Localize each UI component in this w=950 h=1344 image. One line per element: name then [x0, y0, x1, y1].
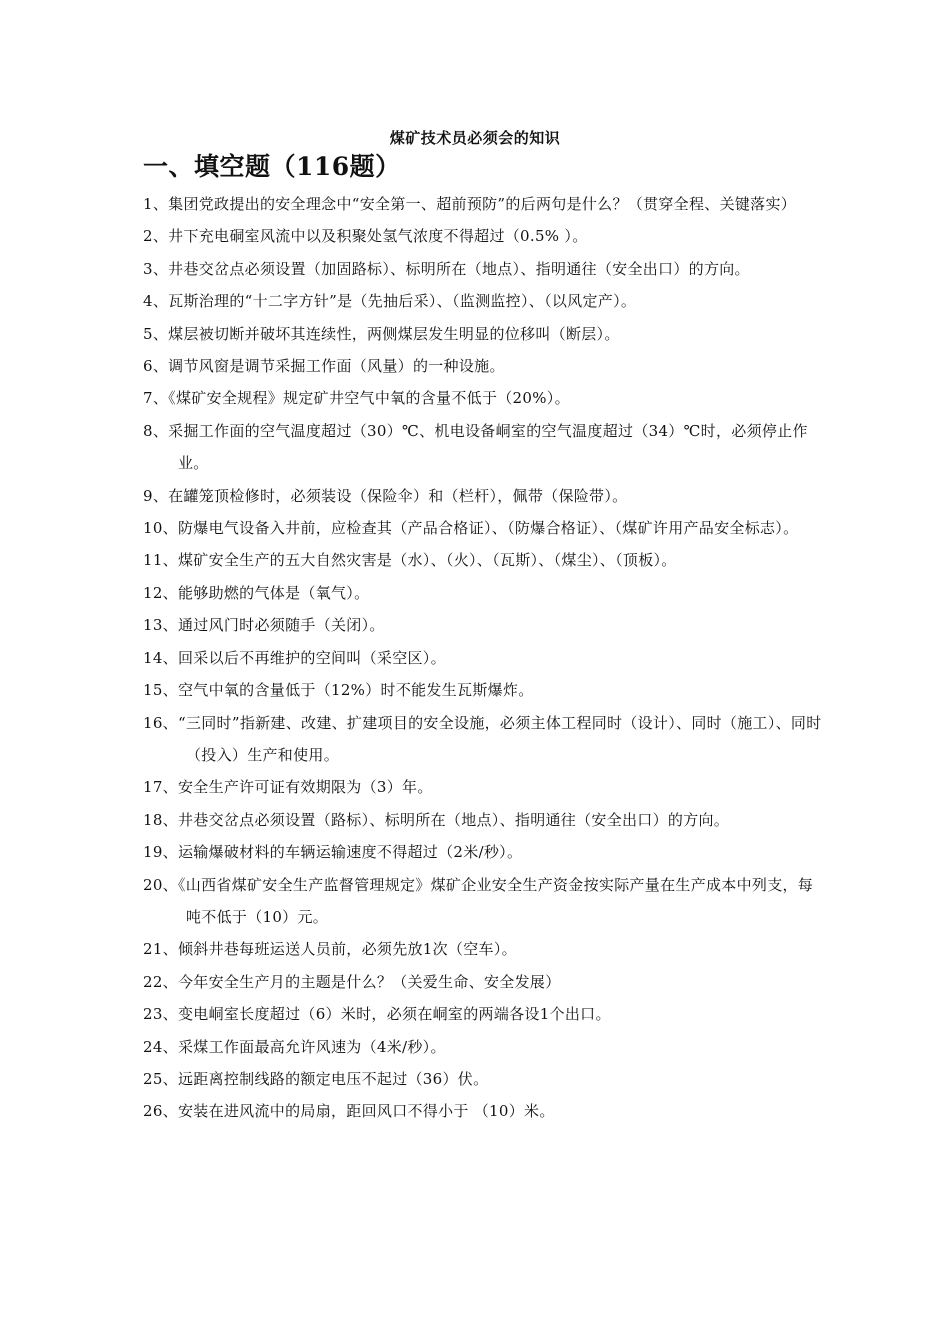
question-item: 25、远距离控制线路的额定电压不起过（36）伏。 [143, 1069, 489, 1088]
question-item: 11、煤矿安全生产的五大自然灾害是（水）、（火）、（瓦斯）、（煤尘）、（顶板）。 [143, 551, 677, 570]
question-item: 14、回采以后不再维护的空间叫（采空区）。 [143, 648, 446, 667]
question-item: 21、倾斜井巷每班运送人员前，必须先放1次（空车）。 [143, 940, 517, 959]
question-item: 24、采煤工作面最高允许风速为（4米/秒）。 [143, 1037, 446, 1056]
question-item: 8、采掘工作面的空气温度超过（30）℃、机电设备峒室的空气温度超过（34）℃时，必须停止作业。 [143, 421, 808, 473]
question-item: 4、瓦斯治理的“十二字方针”是（先抽后采）、（监测监控）、（以风定产）。 [143, 292, 637, 311]
question-item: 12、能够助燃的气体是（氧气）。 [143, 583, 370, 602]
question-item: 23、变电峒室长度超过（6）米时，必须在峒室的两端各设1个出口。 [143, 1005, 611, 1024]
question-item: 1、集团党政提出的安全理念中“安全第一、超前预防”的后两句是什么？（贯穿全程、关键落实） [143, 195, 797, 213]
question-item: 10、防爆电气设备入井前，应检查其（产品合格证）、（防爆合格证）、（煤矿许用产品安全标志）。 [143, 519, 799, 538]
question-item: 22、今年安全生产月的主题是什么？（关爱生命、安全发展） [143, 972, 561, 991]
question-item: 6、调节风窗是调节采掘工作面（风量）的一种设施。 [143, 357, 505, 376]
question-item: 18、井巷交岔点必须设置（路标）、标明所在（地点）、指明通往（安全出口）的方向。 [143, 810, 730, 829]
question-item: 20、《山西省煤矿安全生产监督管理规定》煤矿企业安全生产资金按实际产量在生产成本中列支，每吨不低于（10）元。 [143, 875, 814, 926]
question-item: 17、安全生产许可证有效期限为（3）年。 [143, 778, 433, 797]
question-item: 7、《煤矿安全规程》规定矿井空气中氧的含量不低于（20%）。 [143, 389, 570, 408]
question-item: 19、运输爆破材料的车辆运输速度不得超过（2米/秒）。 [143, 843, 523, 862]
question-item: 26、安装在进风流中的局扇，距回风口不得小于 （10）米。 [143, 1102, 555, 1121]
document-title: 煤矿技术员必须会的知识 [389, 129, 561, 147]
question-item: 5、煤层被切断并破坏其连续性，两侧煤层发生明显的位移叫（断层）。 [143, 324, 620, 343]
question-item: 15、空气中氧的含量低于（12%）时不能发生瓦斯爆炸。 [143, 681, 534, 700]
question-item: 16、“三同时”指新建、改建、扩建项目的安全设施，必须主体工程同时（设计）、同时（施工）、同时（投入）生产和使用。 [143, 713, 822, 764]
question-item: 13、通过风门时必须随手（关闭）。 [143, 616, 385, 635]
question-item: 2、井下充电硐室风流中以及积聚处氢气浓度不得超过（0.5% ）。 [143, 227, 588, 246]
question-item: 9、在罐笼顶检修时，必须装设（保险伞）和（栏杆），佩带（保险带）。 [143, 486, 628, 505]
question-list [143, 188, 823, 1128]
question-item: 3、井巷交岔点必须设置（加固路标）、标明所在（地点）、指明通往（安全出口）的方向。 [143, 259, 750, 278]
section-heading: 一、填空题（116题） [143, 152, 401, 181]
